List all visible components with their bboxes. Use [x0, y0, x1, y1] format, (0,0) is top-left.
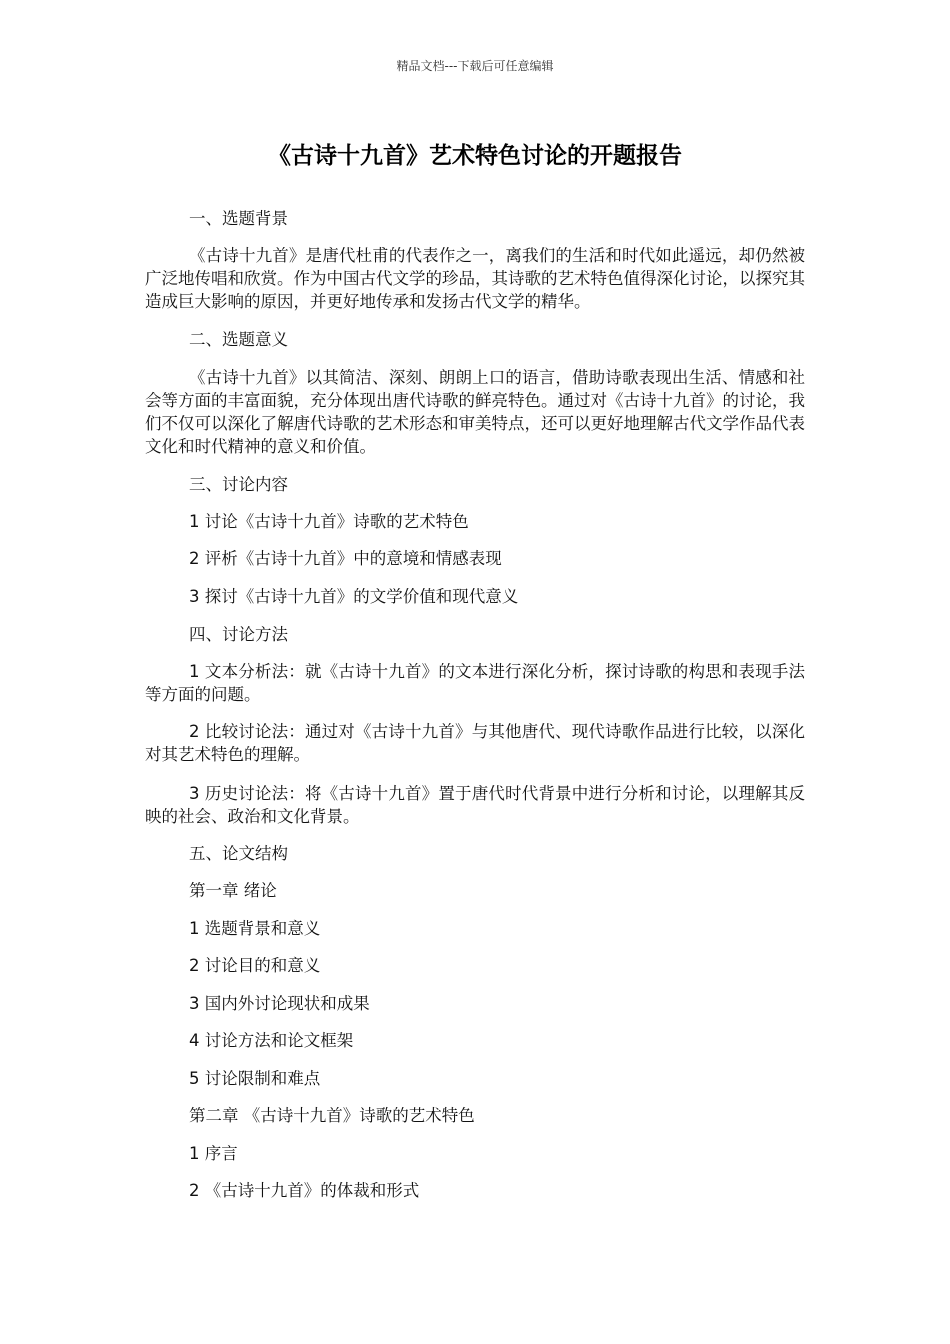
- list-item: 1 选题背景和意义: [189, 919, 321, 938]
- list-item: 3 国内外讨论现状和成果: [189, 994, 370, 1013]
- chapter-heading: 第二章 《古诗十九首》诗歌的艺术特色: [189, 1106, 475, 1125]
- list-item: 5 讨论限制和难点: [189, 1069, 321, 1088]
- list-item: 2 《古诗十九首》的体裁和形式: [189, 1181, 420, 1200]
- paragraph-significance: 《古诗十九首》以其简洁、深刻、朗朗上口的语言，借助诗歌表现出生活、情感和社会等方面的丰富面貌，充分体现出唐代诗歌的鲜亮特色。通过对《古诗十九首》的讨论，我们不仅可以深化了解唐代诗歌的艺术形态和审美特点，还可以更好地理解古代文学作品代表文化和时代精神的意义和价值。: [145, 368, 805, 456]
- paragraph-background: 《古诗十九首》是唐代杜甫的代表作之一，离我们的生活和时代如此遥远，却仍然被广泛地传唱和欣赏。作为中国古代文学的珍品，其诗歌的艺术特色值得深化讨论，以探究其造成巨大影响的原因，并更好地传承和发扬古代文学的精华。: [145, 246, 805, 311]
- paragraph-method: 1 文本分析法：就《古诗十九首》的文本进行深化分析，探讨诗歌的构思和表现手法等方面的问题。: [145, 662, 805, 704]
- section-heading-methods: 四、讨论方法: [189, 625, 288, 644]
- document-title: 《古诗十九首》艺术特色讨论的开题报告: [268, 143, 682, 169]
- list-item: 4 讨论方法和论文框架: [189, 1031, 354, 1050]
- section-heading-significance: 二、选题意义: [189, 330, 288, 349]
- chapter-heading: 第一章 绪论: [189, 881, 277, 900]
- section-heading-background: 一、选题背景: [189, 209, 288, 228]
- section-heading-content: 三、讨论内容: [189, 475, 288, 494]
- paragraph-method: 3 历史讨论法：将《古诗十九首》置于唐代时代背景中进行分析和讨论，以理解其反映的社会、政治和文化背景。: [145, 784, 805, 826]
- list-item: 1 讨论《古诗十九首》诗歌的艺术特色: [189, 512, 469, 531]
- header-note: 精品文档---下载后可任意编辑: [396, 59, 554, 73]
- paragraph-method: 2 比较讨论法：通过对《古诗十九首》与其他唐代、现代诗歌作品进行比较，以深化对其艺术特色的理解。: [145, 722, 805, 764]
- list-item: 1 序言: [189, 1144, 238, 1163]
- list-item: 3 探讨《古诗十九首》的文学价值和现代意义: [189, 587, 519, 606]
- section-heading-structure: 五、论文结构: [189, 844, 288, 863]
- list-item: 2 讨论目的和意义: [189, 956, 321, 975]
- list-item: 2 评析《古诗十九首》中的意境和情感表现: [189, 549, 502, 568]
